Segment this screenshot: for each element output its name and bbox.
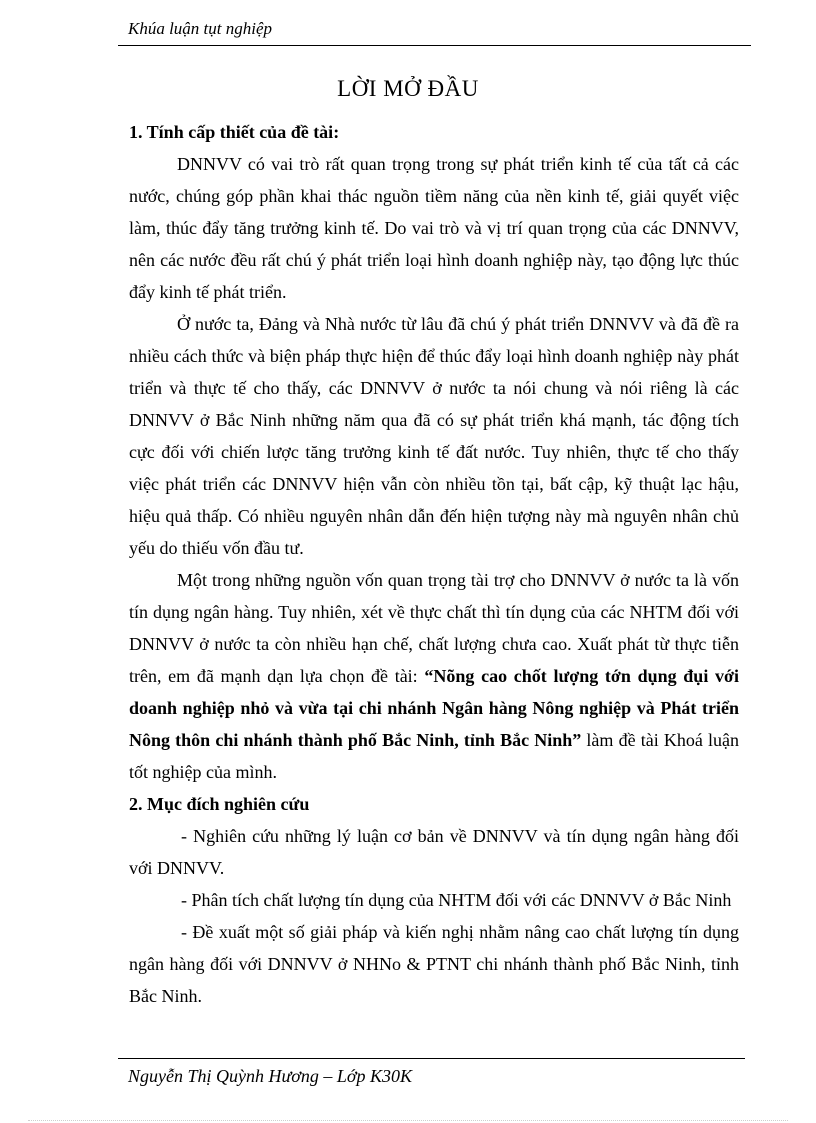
document-title: LỜI MỞ ĐẦU <box>337 76 479 101</box>
paragraph-3-start: Một trong những nguồn vốn quan trọng tài trợ cho DNNVV ở nước ta là vốn tín dụng ngân hàng. Tuy nhiên, xét về thực chất thì tín dụng của các NHTM đối với DNNVV ở nước ta còn nhiều hạn chế, chất lượng chưa cao. Xuất phát từ thực tiễn trên, em đã mạnh dạn lựa chọn đề tài: <box>129 570 739 686</box>
header-divider <box>118 45 751 46</box>
page-edge <box>28 1120 788 1121</box>
section-1-heading: 1. Tính cấp thiết của đề tài: <box>129 122 340 142</box>
section-2-heading: 2. Mục đích nghiên cứu <box>129 794 310 814</box>
objective-item-3: - Đề xuất một số giải pháp và kiến nghị nhằm nâng cao chất lượng tín dụng ngân hàng đối với DNNVV ở NHNo & PTNT chi nhánh thành phố Bắc Ninh, tỉnh Bắc Ninh. <box>129 922 739 1006</box>
objective-item-2: - Phân tích chất lượng tín dụng của NHTM đối với các DNNVV ở Bắc Ninh <box>181 890 732 910</box>
page-header: Khúa luận tụt nghiệp <box>128 19 273 38</box>
document-body <box>129 116 739 1012</box>
paragraph-3 <box>129 564 739 788</box>
paragraph-2: Ở nước ta, Đảng và Nhà nước từ lâu đã chú ý phát triển DNNVV và đã đề ra nhiều cách thức và biện pháp thực hiện để thúc đẩy loại hình doanh nghiệp này phát triển và thực tế cho thấy, các DNNVV ở nước ta nói chung và nói riêng là các DNNVV ở Bắc Ninh những năm qua đã có sự phát triển khá mạnh, tác động tích cực đối với chiến lược tăng trưởng kinh tế đất nước. Tuy nhiên, thực tế cho thấy việc phát triển các DNNVV hiện vẫn còn nhiều tồn tại, bất cập, kỹ thuật lạc hậu, hiệu quả thấp. Có nhiều nguyên nhân dẫn đến hiện tượng này mà nguyên nhân chủ yếu do thiếu vốn đầu tư. <box>129 314 739 558</box>
page-footer: Nguyễn Thị Quỳnh Hương – Lớp K30K <box>128 1066 413 1086</box>
paragraph-1: DNNVV có vai trò rất quan trọng trong sự phát triển kinh tế của tất cả các nước, chúng góp phần khai thác nguồn tiềm năng của nền kinh tế, giải quyết việc làm, thúc đẩy tăng trưởng kinh tế. Do vai trò và vị trí quan trọng của các DNNVV, nên các nước đều rất chú ý phát triển loại hình doanh nghiệp này, tạo động lực thúc đẩy kinh tế phát triển. <box>129 154 739 302</box>
thesis-topic: “Nõng cao chốt lượng tớn dụng đụi với doanh nghiệp nhỏ và vừa tại chi nhánh Ngân hàng Nông nghiệp và Phát triển Nông thôn chi nhánh thành phố Bắc Ninh, tỉnh Bắc Ninh” <box>129 666 739 750</box>
paragraph-3-end: làm đề tài Khoá luận tốt nghiệp của mình. <box>129 730 740 782</box>
footer-divider <box>118 1058 745 1059</box>
objective-item-1: - Nghiên cứu những lý luận cơ bản về DNNVV và tín dụng ngân hàng đối với DNNVV. <box>129 826 739 878</box>
